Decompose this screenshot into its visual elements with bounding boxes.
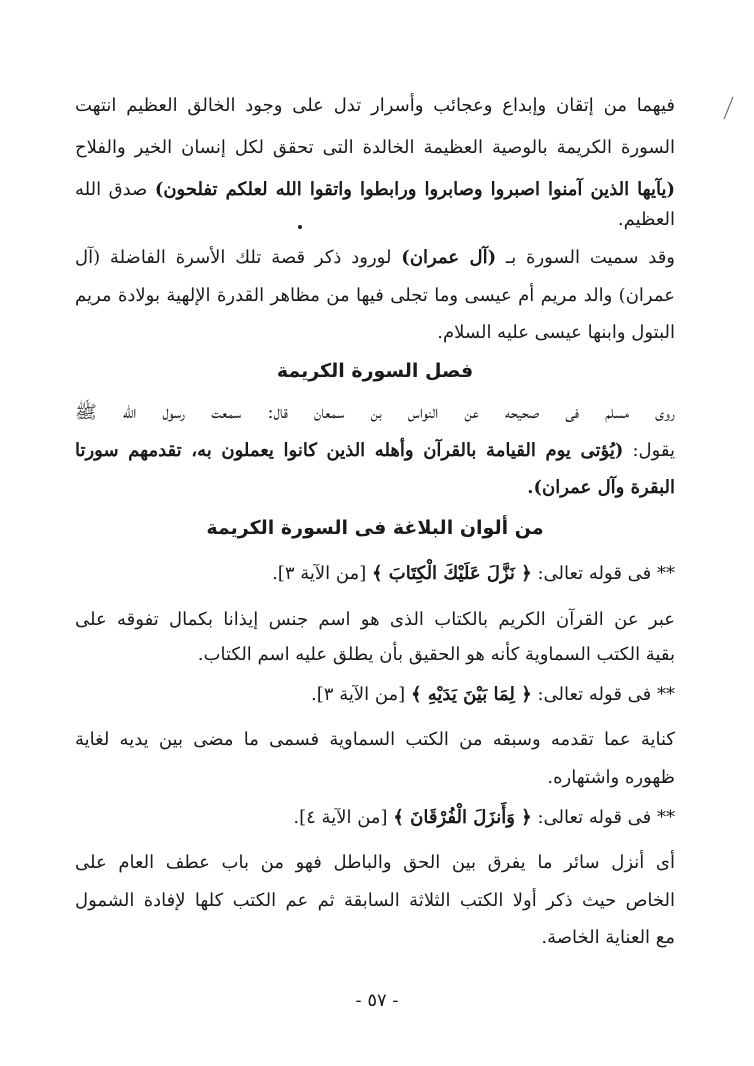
text-line: أى أنزل سائر ما يفرق بين الحق والباطل فهو من باب عطف العام على bbox=[75, 852, 675, 873]
text-line: ظهوره واشتهاره. bbox=[547, 767, 675, 788]
quran-verse: ﴿ نَزَّلَ عَلَيْكَ الْكِتَابَ ﴾ bbox=[371, 563, 532, 584]
surah-name: (آل عمران) bbox=[401, 247, 497, 268]
text-line: عبر عن القرآن الكريم بالكتاب الذى هو اسم جنس إيذانا بكمال تفوقه على bbox=[75, 609, 675, 630]
text-line: مع العناية الخاصة. bbox=[541, 927, 675, 948]
section-heading: من ألوان البلاغة فى السورة الكريمة bbox=[206, 517, 544, 539]
text-line: فيهما من إتقان وإبداع وعجائب وأسرار تدل على وجود الخالق العظيم انتهت bbox=[75, 95, 675, 116]
text-line bbox=[75, 470, 675, 506]
hadith-text: البقرة وآل عمران). bbox=[527, 477, 675, 498]
margin-mark bbox=[724, 97, 734, 120]
text-line: العظيم. bbox=[617, 209, 675, 230]
quran-verse: ﴿ وَأَنزَلَ الْفُرْقَانَ ﴾ bbox=[393, 807, 532, 828]
text-line: يقول: (يُؤتى يوم القيامة بالقرآن وأهله الذين كانوا يعملون به، تقدمهم سورتا bbox=[75, 440, 675, 461]
text-line: وقد سميت السورة بـ (آل عمران) لورود ذكر قصة تلك الأسرة الفاضلة (آل bbox=[75, 247, 675, 268]
text-line: ** فى قوله تعالى: ﴿ وَأَنزَلَ الْفُرْقَانَ ﴾ [من الآية ٤]. bbox=[293, 807, 675, 828]
text-line: السورة الكريمة بالوصية العظيمة الخالدة التى تحقق لكل إنسان الخير والفلاح bbox=[75, 137, 675, 158]
page-number: - ٥٧ - bbox=[355, 990, 399, 1011]
section-heading: فصل السورة الكريمة bbox=[276, 360, 474, 382]
text-line: عمران) والد مريم أم عيسى وما تجلى فيها من مظاهر القدرة الإلهية بولادة مريم bbox=[75, 285, 675, 306]
text-line: بقية الكتب السماوية كأنه هو الحقيق بأن يطلق عليه اسم الكتاب. bbox=[197, 644, 675, 665]
text-line: روى مسلم فى صحيحه عن النواس بن سمعان قال: سمعت رسول الله ﷺ bbox=[75, 402, 675, 423]
text-line: كناية عما تقدمه وسبقه من الكتب السماوية فسمى ما مضى بين يديه لغاية bbox=[75, 729, 675, 750]
quran-verse: ﴿ لِمَا بَيْنَ يَدَيْهِ ﴾ bbox=[410, 684, 532, 705]
text-line: (يآيها الذين آمنوا اصبروا وصابروا ورابطوا واتقوا الله لعلكم تفلحون) صدق الله bbox=[75, 179, 675, 200]
text-line: ** فى قوله تعالى: ﴿ لِمَا بَيْنَ يَدَيْهِ ﴾ [من الآية ٣]. bbox=[311, 684, 675, 705]
text-line: ** فى قوله تعالى: ﴿ نَزَّلَ عَلَيْكَ الْكِتَابَ ﴾ [من الآية ٣]. bbox=[272, 563, 675, 584]
hadith-text: (يُؤتى يوم القيامة بالقرآن وأهله الذين كانوا يعملون به، تقدمهم سورتا bbox=[75, 440, 624, 461]
text-line: الخاص حيث ذكر أولا الكتب الثلاثة السابقة ثم عم الكتب كلها لإفادة الشمول bbox=[75, 890, 675, 911]
text-line: البتول وابنها عيسى عليه السلام. bbox=[437, 322, 675, 343]
quran-verse: (يآيها الذين آمنوا اصبروا وصابروا ورابطوا واتقوا الله لعلكم تفلحون) bbox=[154, 179, 675, 200]
